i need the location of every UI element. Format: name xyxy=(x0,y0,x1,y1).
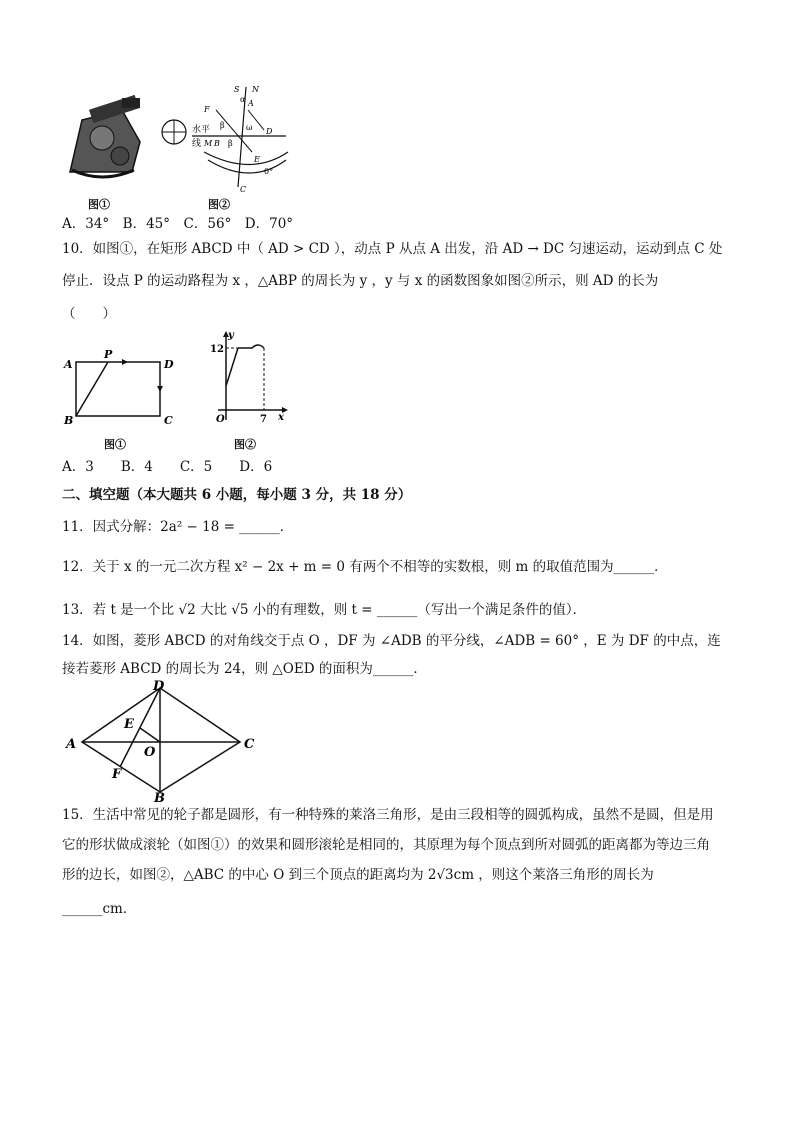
q10-line1: 10．如图①，在矩形 ABCD 中（ AD > CD ），动点 P 从点 A 出发，沿 AD → DC 匀速运动，运动到点 C 处 xyxy=(62,241,723,257)
fig2-label-omega: ω xyxy=(246,123,253,132)
rect-label-B: B xyxy=(64,414,74,426)
rect-label-P: P xyxy=(104,348,113,361)
rhombus-label-O: O xyxy=(144,745,156,760)
fig2-label-F: F xyxy=(204,105,210,114)
rhombus-label-F: F xyxy=(112,767,122,782)
fig2-label-S: S xyxy=(234,85,240,94)
rectangle-figure xyxy=(62,346,182,426)
fig2-label-alpha: α xyxy=(240,95,246,104)
q15-line4: ______cm． xyxy=(62,901,137,917)
q10-line3: （ ） xyxy=(62,306,116,322)
fig2-label-D: D xyxy=(266,127,273,136)
sextant-photo xyxy=(62,80,162,188)
q12-text: 12．关于 x 的一元二次方程 x² − 2x + m = 0 有两个不相等的实数根，则 m 的取值范围为______． xyxy=(62,559,668,575)
graph-label-12: 12 xyxy=(210,344,224,355)
fig2-label-beta2: β xyxy=(228,139,233,148)
rhombus-label-D: D xyxy=(153,679,165,694)
fig2-label-B: B xyxy=(214,139,220,148)
q9-options: A．34° B．45° C．56° D．70° xyxy=(62,216,294,232)
fig2-label-N: N xyxy=(252,85,259,94)
q10-options: A．3 B．4 C．5 D．6 xyxy=(62,459,273,475)
rect-label-A: A xyxy=(64,358,73,371)
rect-label-D: D xyxy=(164,358,174,371)
q15-line1: 15．生活中常见的轮子都是圆形，有一种特殊的莱洛三角形，是由三段相等的圆弧构成，虽然不是圆，但是用 xyxy=(62,807,714,823)
q9-fig1-caption: 图① xyxy=(88,198,110,211)
q14-line2: 接若菱形 ABCD 的周长为 24，则 △OED 的面积为______． xyxy=(62,661,427,677)
fig2-label-C: C xyxy=(240,185,247,194)
q13-text: 13．若 t 是一个比 √2 大比 √5 小的有理数，则 t = ______（写出一个满足条件的值）． xyxy=(62,602,587,618)
function-graph xyxy=(208,328,294,428)
rhombus-label-A: A xyxy=(66,737,77,752)
q10-fig1-caption: 图① xyxy=(104,438,126,451)
rhombus-label-C: C xyxy=(244,737,255,752)
fig2-label-M: M xyxy=(204,139,213,148)
rhombus-label-E: E xyxy=(124,717,134,732)
q15-line3: 形的边长，如图②，△ABC 的中心 O 到三个顶点的距离均为 2√3cm ，则这个莱洛三角形的周长为 xyxy=(62,867,654,883)
q9-fig2-caption: 图② xyxy=(208,198,230,211)
fig2-label-horizontal: 水平 xyxy=(192,125,211,135)
q14-line1: 14．如图，菱形 ABCD 的对角线交于点 O ，DF 为 ∠ADB 的平分线，∠ADB = 60° ，E 为 DF 的中点，连 xyxy=(62,633,721,649)
rhombus-figure xyxy=(62,678,262,802)
graph-label-7: 7 xyxy=(260,414,267,425)
q10-line2: 停止．设点 P 的运动路程为 x ，△ABP 的周长为 y ，y 与 x 的函数图象如图②所示，则 AD 的长为 xyxy=(62,273,659,289)
graph-label-x: x xyxy=(278,412,284,423)
graph-label-O: O xyxy=(216,414,225,425)
fig2-label-A: A xyxy=(248,99,254,108)
fig2-label-zero: 0° xyxy=(264,167,274,176)
q11-text: 11．因式分解：2a² − 18 = ______． xyxy=(62,519,294,535)
graph-label-y: y xyxy=(228,330,234,341)
sextant-diagram xyxy=(156,82,296,194)
section-title: 二、填空题（本大题共 6 小题，每小题 3 分，共 18 分） xyxy=(62,487,412,503)
fig2-label-beta1: β xyxy=(220,121,225,130)
rhombus-label-B: B xyxy=(154,791,165,802)
q15-line2: 它的形状做成滚轮（如图①）的效果和圆形滚轮是相同的，其原理为每个顶点到所对圆弧的距离都为等边三角 xyxy=(62,837,710,853)
rect-label-C: C xyxy=(164,414,173,426)
q10-fig2-caption: 图② xyxy=(234,438,256,451)
fig2-label-E: E xyxy=(254,155,260,164)
fig2-label-line: 线 xyxy=(192,139,202,149)
